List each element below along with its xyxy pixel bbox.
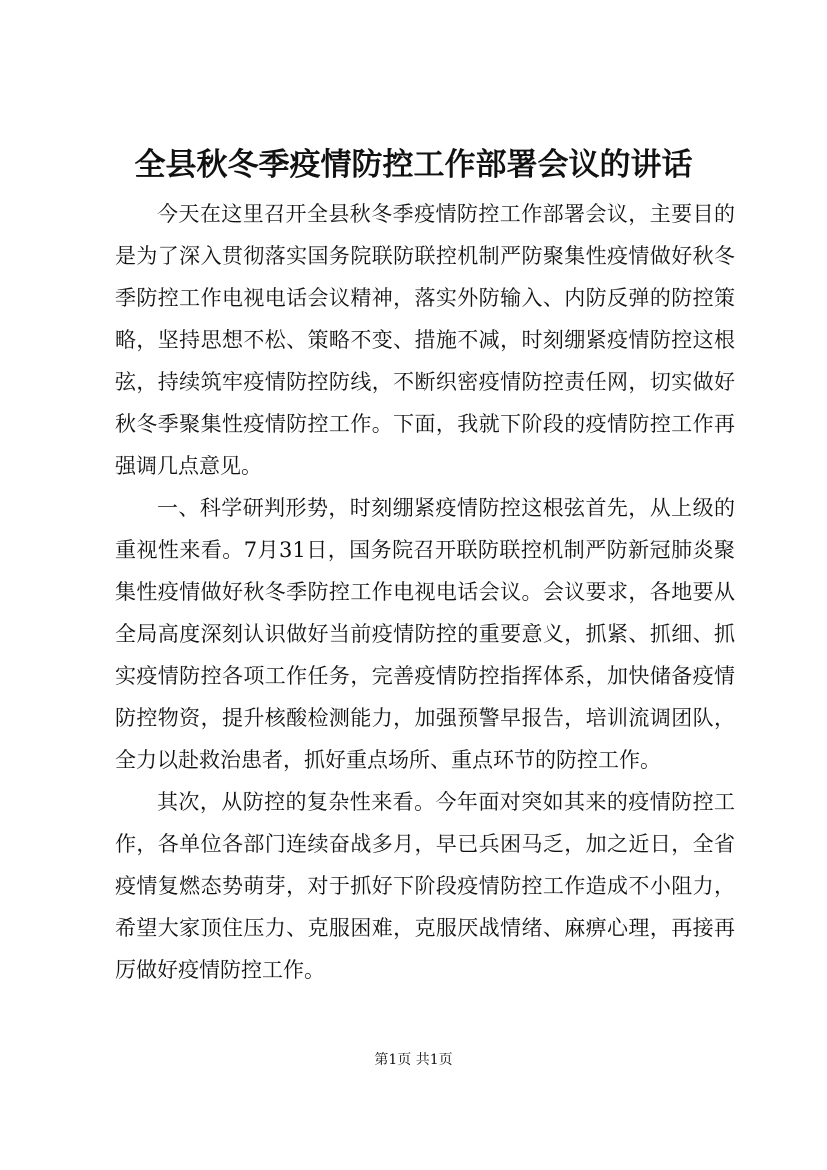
document-title: 全县秋冬季疫情防控工作部署会议的讲话: [134, 147, 693, 183]
paragraph-3: 其次，从防控的复杂性来看。今年面对突如其来的疫情防控工作，各单位各部门连续奋战多月，早已兵困马乏，加之近日，全省疫情复燃态势萌芽，对于抓好下阶段疫情防控工作造成不小阻力，希望大家顶住压力、克服困难，克服厌战情绪、麻痹心理，再接再厉做好疫情防控工作。: [115, 790, 735, 982]
paragraph-2: 一、科学研判形势，时刻绷紧疫情防控这根弦首先，从上级的重视性来看。7月31日，国务院召开联防联控机制严防新冠肺炎聚集性疫情做好秋冬季防控工作电视电话会议。会议要求，各地要从全局高度深刻认识做好当前疫情防控的重要意义，抓紧、抓细、抓实疫情防控各项工作任务，完善疫情防控指挥体系，加快储备疫情防控物资，提升核酸检测能力，加强预警早报告，培训流调团队，全力以赴救治患者，抓好重点场所、重点环节的防控工作。: [115, 496, 735, 772]
paragraph-1: 今天在这里召开全县秋冬季疫情防控工作部署会议，主要目的是为了深入贯彻落实国务院联防联控机制严防聚集性疫情做好秋冬季防控工作电视电话会议精神，落实外防输入、内防反弹的防控策略，坚持思想不松、策略不变、措施不减，时刻绷紧疫情防控这根弦，持续筑牢疫情防控防线，不断织密疫情防控责任网，切实做好秋冬季聚集性疫情防控工作。下面，我就下阶段的疫情防控工作再强调几点意见。: [115, 202, 735, 478]
document-body: [115, 193, 735, 991]
page-footer: 第1页 共1页: [374, 1052, 453, 1068]
